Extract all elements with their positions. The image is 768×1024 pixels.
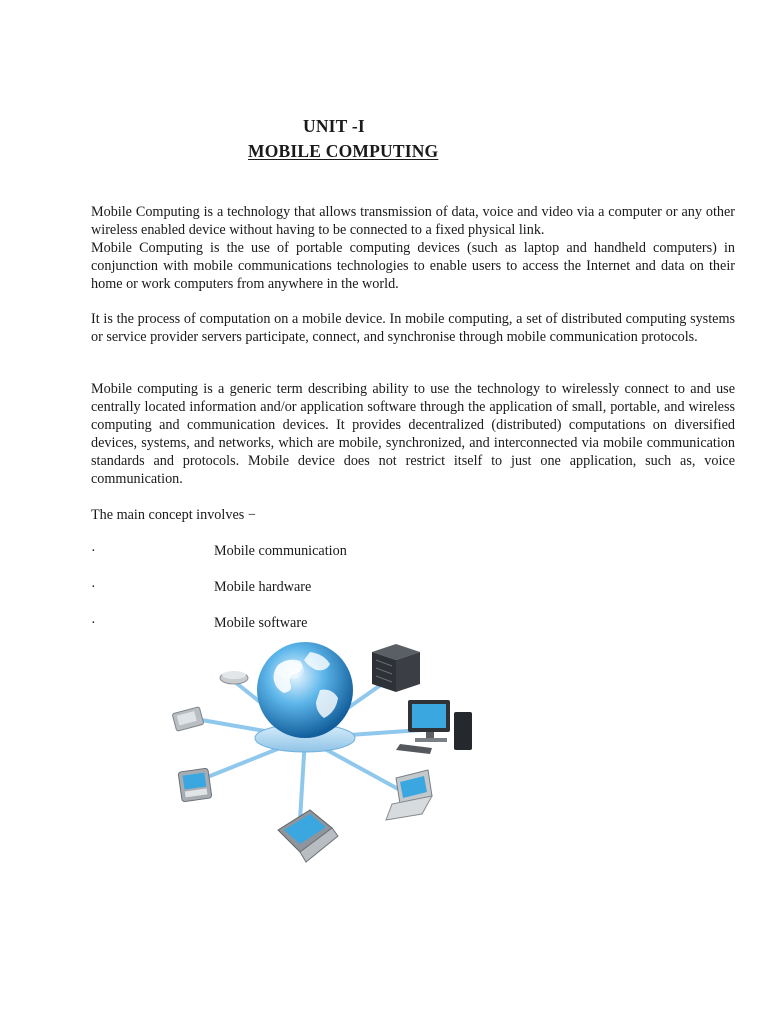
unit-heading: UNIT -I: [303, 116, 365, 136]
server-icon: [372, 644, 420, 692]
laptop-icon: [278, 810, 338, 862]
router-icon: [220, 671, 248, 684]
paragraph-text: Mobile Computing is a technology that allows transmission of data, voice and video via a computer or any other wireless enabled device without having to be connected to a fixed physical link. Mobile Computing is the use of portable computing devices (such as laptop and handheld computers) in conjunction with mobile communications technologies to enable users to access the Internet and data on their home or work computers from anywhere in the world.: [91, 204, 735, 292]
bullet-marker: ·: [91, 579, 96, 595]
network-illustration: [160, 630, 490, 875]
bullet-marker: ·: [91, 615, 96, 631]
paragraph-text: Mobile computing is a generic term describing ability to use the technology to wirelessly connect to and use centrally located information and/or application software through the application of small, portable, and wireless computing and communication devices. It provides decentralized (distributed) computations on diversified devices, systems, and networks, which are mobile, synchronized, and interconnected via mobile communication standards and protocols. Mobile device does not restrict itself to just one application, such as, voice communication.: [91, 381, 735, 487]
paragraph-generic-term: [91, 380, 735, 488]
bullet-marker: ·: [91, 543, 96, 559]
concept-text: Mobile software: [214, 615, 308, 631]
globe-icon: [257, 642, 353, 738]
laptop-icon: [386, 770, 432, 820]
desktop-computer-icon: [396, 700, 472, 754]
paragraph-main-concept: [91, 506, 735, 524]
paragraph-definition: [91, 203, 735, 293]
concept-text: Mobile hardware: [214, 579, 312, 595]
paragraph-text: It is the process of computation on a mobile device. In mobile computing, a set of distributed computing systems or service provider servers participate, connect, and synchronise through mobile communication protocols.: [91, 311, 735, 345]
paragraph-process: [91, 310, 735, 346]
handheld-device-icon: [172, 707, 204, 732]
page-title: MOBILE COMPUTING: [248, 141, 439, 161]
pda-device-icon: [178, 768, 212, 802]
paragraph-text: The main concept involves −: [91, 507, 256, 523]
concept-text: Mobile communication: [214, 543, 347, 559]
